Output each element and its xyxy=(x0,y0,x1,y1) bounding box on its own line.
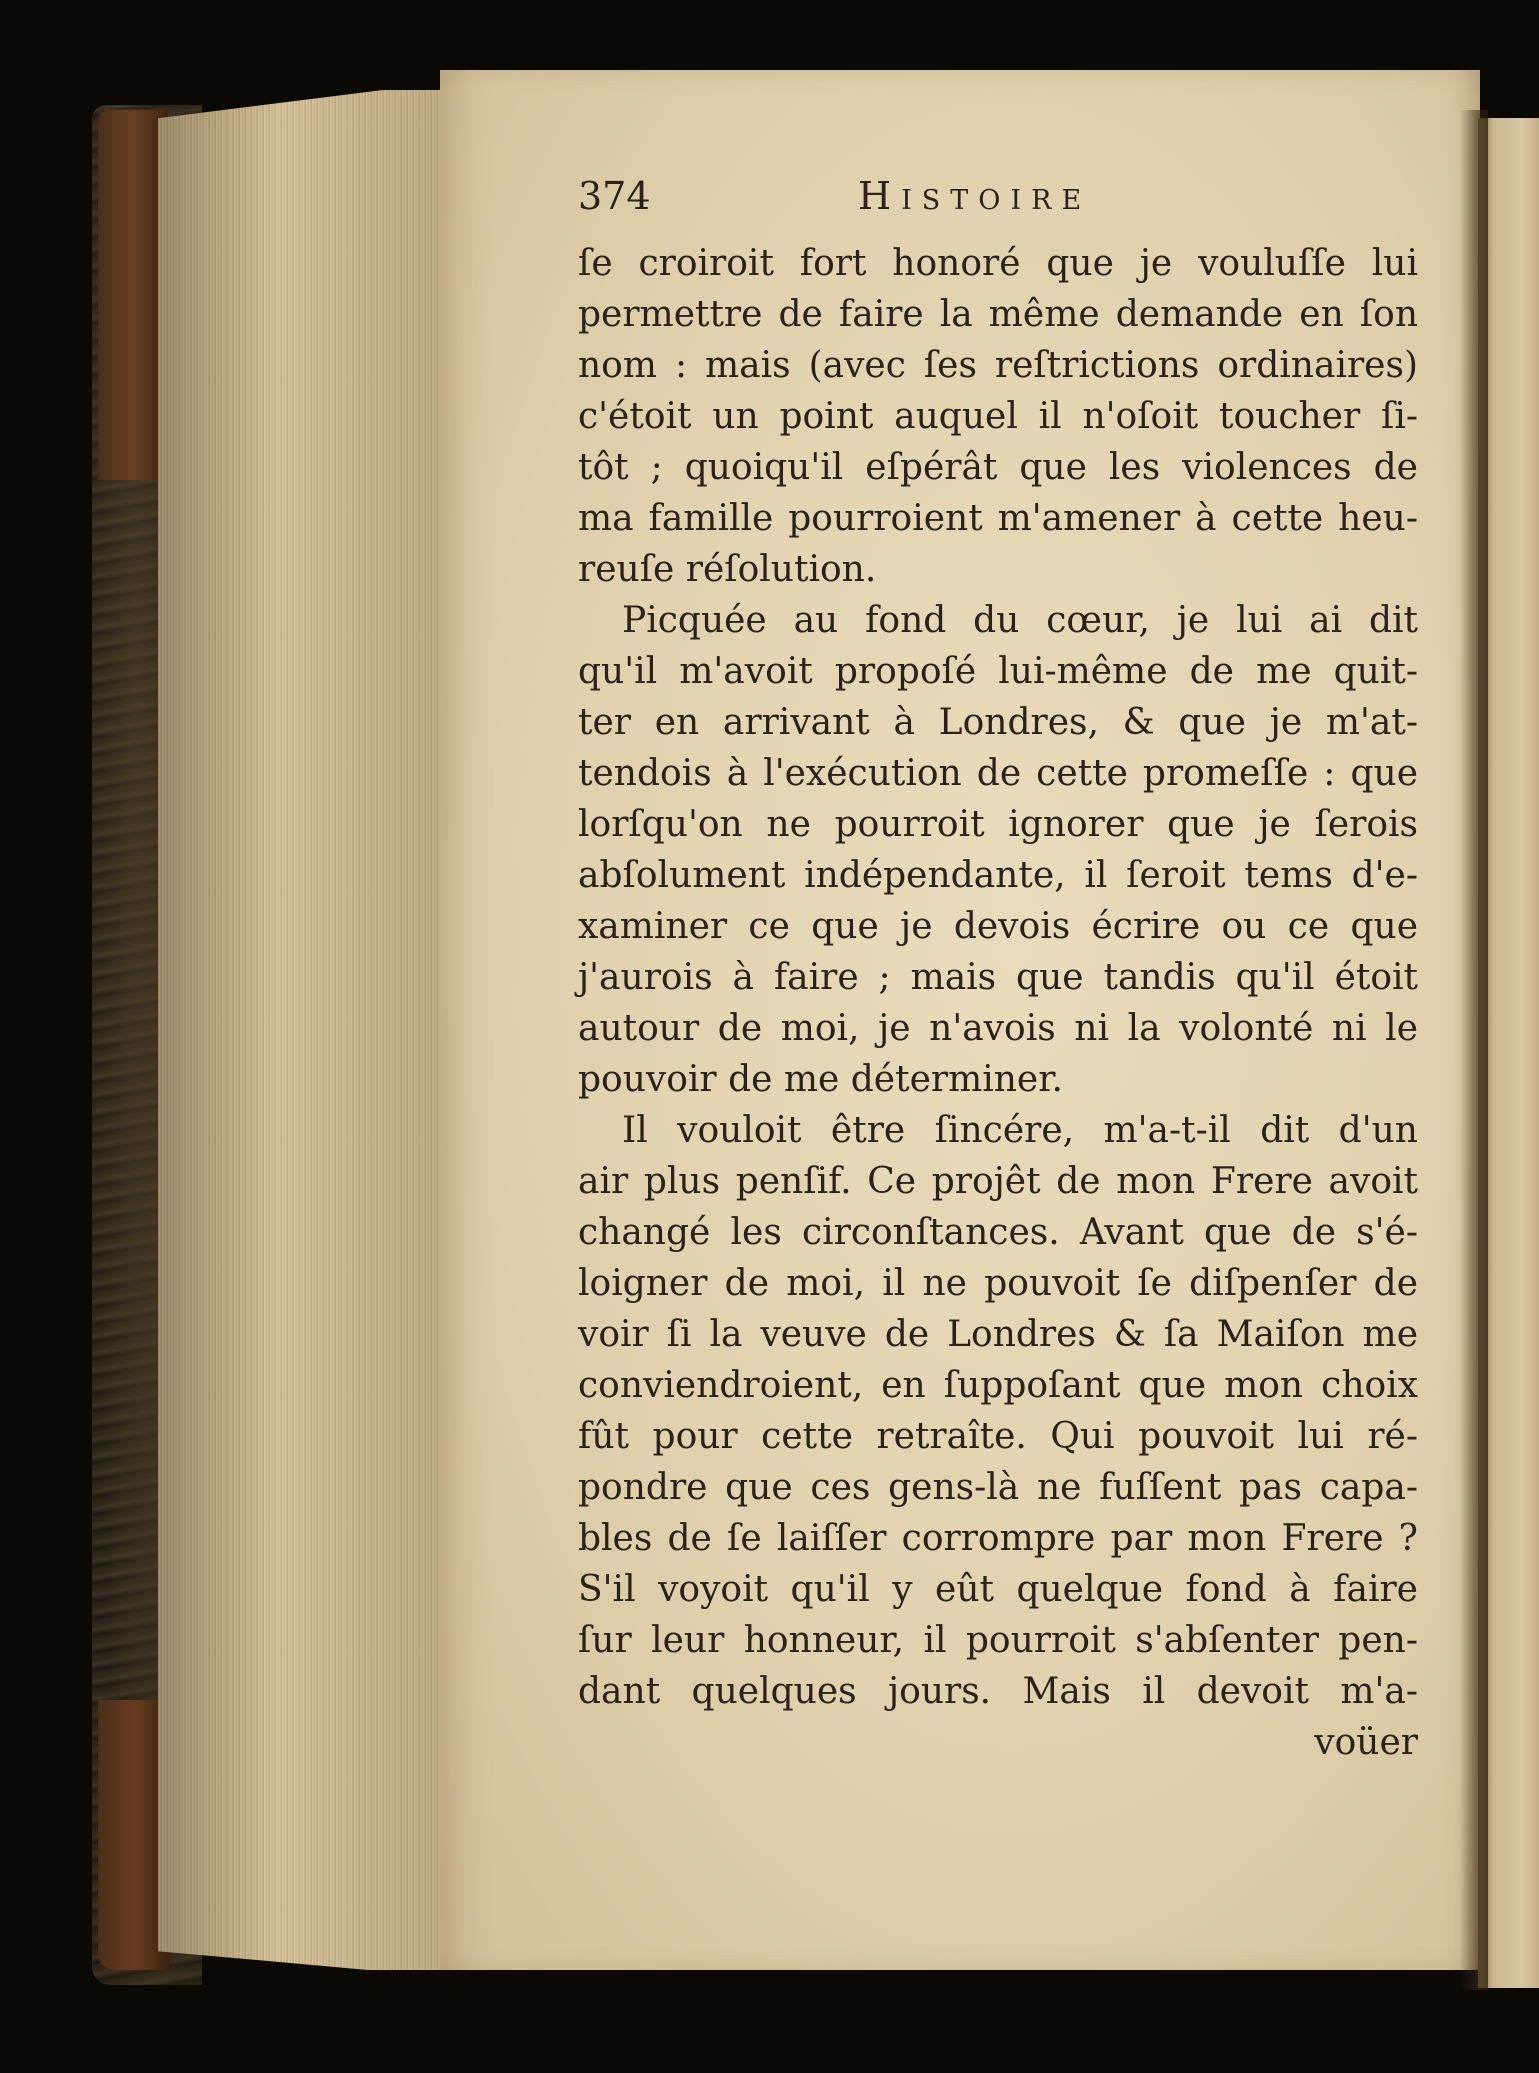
text-line: S'il voyoit qu'il y eût quelque fond à faire xyxy=(578,1569,1418,1610)
text-line: lorſqu'on ne pourroit ignorer que je ſerois xyxy=(578,804,1418,845)
text-line: permettre de faire la même demande en ſon xyxy=(578,294,1418,335)
text-line: pouvoir de me déterminer. xyxy=(578,1059,1063,1100)
text-line: ſur leur honneur, il pourroit s'abſenter pen- xyxy=(578,1620,1418,1661)
running-head: Histoire xyxy=(858,174,1092,218)
text-line: air plus penſif. Ce projêt de mon Frere avoit xyxy=(578,1161,1418,1202)
text-line: reuſe réſolution. xyxy=(578,549,877,590)
text-line: j'aurois à faire ; mais que tandis qu'il étoit xyxy=(578,957,1418,998)
text-line: abſolument indépendante, il ſeroit tems d'e- xyxy=(578,855,1418,896)
page-edges-shadow xyxy=(158,90,458,1970)
text-line: voir ſi la veuve de Londres & ſa Maiſon me xyxy=(578,1314,1418,1355)
text-line: c'étoit un point auquel il n'oſoit toucher ſi- xyxy=(578,396,1418,437)
text-line: xaminer ce que je devois écrire ou ce que xyxy=(578,906,1418,947)
text-line: tendois à l'exécution de cette promeſſe : que xyxy=(578,753,1418,794)
text-line: tôt ; quoiqu'il eſpérât que les violences de xyxy=(578,447,1418,488)
text-line: ter en arrivant à Londres, & que je m'at- xyxy=(578,702,1418,743)
page-text-block xyxy=(578,168,1418,1768)
text-line: autour de moi, je n'avois ni la volonté ni le xyxy=(578,1008,1418,1049)
catchword: voüer xyxy=(1314,1722,1418,1763)
text-line: loigner de moi, il ne pouvoit ſe diſpenſer de xyxy=(578,1263,1418,1304)
text-line: Picquée au fond du cœur, je lui ai dit xyxy=(622,600,1418,641)
text-line: pondre que ces gens-là ne fuſſent pas capa- xyxy=(578,1467,1418,1508)
text-line: ſe croiroit fort honoré que je vouluſſe lui xyxy=(578,243,1418,284)
page-gutter xyxy=(1460,110,1488,1990)
text-line: dant quelques jours. Mais il devoit m'a- xyxy=(578,1671,1418,1712)
text-line: fût pour cette retraîte. Qui pouvoit lui ré- xyxy=(578,1416,1418,1457)
text-line: qu'il m'avoit propoſé lui-même de me quit- xyxy=(578,651,1418,692)
text-line: conviendroient, en ſuppoſant que mon choix xyxy=(578,1365,1418,1406)
page-number: 374 xyxy=(578,174,651,218)
text-line: bles de ſe laiſſer corrompre par mon Frere ? xyxy=(578,1518,1418,1559)
text-line: changé les circonſtances. Avant que de s'é- xyxy=(578,1212,1418,1253)
text-line: ma famille pourroient m'amener à cette heu- xyxy=(578,498,1418,539)
page-header xyxy=(578,168,1418,238)
leather-corner-top xyxy=(98,110,168,480)
text-line: Il vouloit être ſincére, m'a-t-il dit d'un xyxy=(622,1110,1418,1151)
text-line: nom : mais (avec ſes reſtrictions ordinaires) xyxy=(578,345,1418,386)
